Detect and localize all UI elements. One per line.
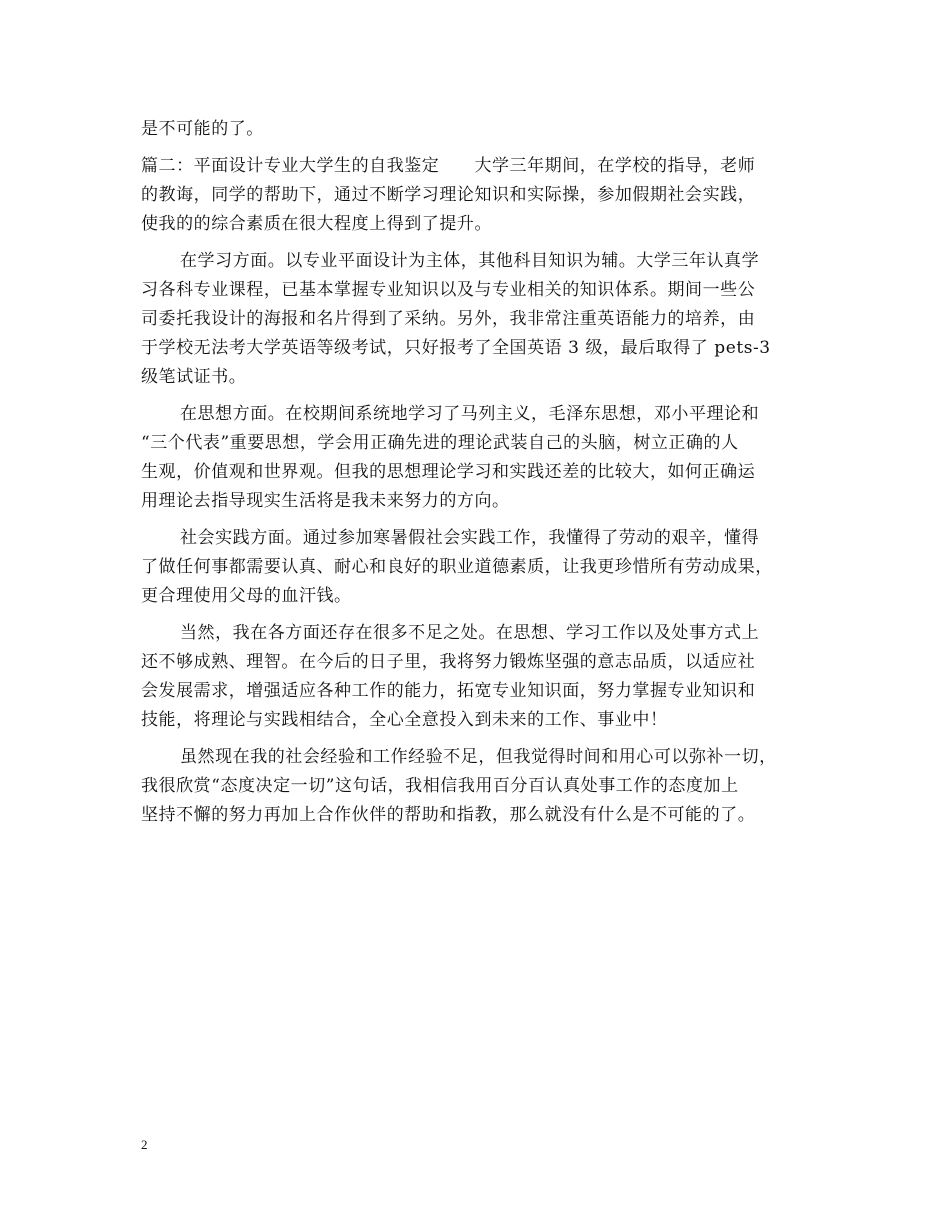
text-line: 在学习方面。以专业平面设计为主体，其他科目知识为辅。大学三年认真学 <box>180 251 760 271</box>
text-line: 是不可能的了。 <box>141 119 264 139</box>
document-body <box>141 115 821 838</box>
text-line: 当然，我在各方面还存在很多不足之处。在思想、学习工作以及处事方式上 <box>180 623 760 643</box>
page-number: 2 <box>141 1137 148 1152</box>
text-line: 更合理使用父母的血汗钱。 <box>141 586 352 606</box>
paragraph-social-practice <box>141 524 821 611</box>
text-line: 生观，价值观和世界观。但我的思想理论学习和实践还差的比较大，如何正确运 <box>141 462 756 482</box>
text-line: 在思想方面。在校期间系统地学习了马列主义，毛泽东思想，邓小平理论和 <box>180 404 760 424</box>
text-line: 坚持不懈的努力再加上合作伙伴的帮助和指教，那么就没有什么是不可能的了。 <box>141 805 756 825</box>
text-line: 的教诲，同学的帮助下，通过不断学习理论知识和实际操，参加假期社会实践， <box>141 185 756 205</box>
text-line: 会发展需求，增强适应各种工作的能力，拓宽专业知识面，努力掌握专业知识和 <box>141 681 756 701</box>
paragraph-ideology <box>141 400 821 516</box>
text-line: “三个代表”重要思想，学会用正确先进的理论武装自己的头脑，树立正确的人 <box>141 433 739 453</box>
text-line: 技能，将理论与实践相结合，全心全意投入到未来的工作、事业中！ <box>141 710 668 730</box>
text-line: 虽然现在我的社会经验和工作经验不足，但我觉得时间和用心可以弥补一切， <box>180 747 777 767</box>
text-line: 级笔试证书。 <box>141 367 247 387</box>
text-line: 还不够成熟、理智。在今后的日子里，我将努力锻炼坚强的意志品质，以适应社 <box>141 652 756 672</box>
text-line: 了做任何事都需要认真、耐心和良好的职业道德素质，让我更珍惜所有劳动成果， <box>141 557 773 577</box>
paragraph-continuation <box>141 115 821 144</box>
text-line: 社会实践方面。通过参加寒暑假社会实践工作，我懂得了劳动的艰辛，懂得 <box>180 528 760 548</box>
paragraph-heading-intro <box>141 152 821 239</box>
paragraph-shortcomings <box>141 619 821 735</box>
text-line: 于学校无法考大学英语等级考试，只好报考了全国英语 3 级，最后取得了 pets-3 <box>141 338 771 358</box>
text-line: 我很欣赏“态度决定一切”这句话，我相信我用百分百认真处事工作的态度加上 <box>141 776 739 796</box>
paragraph-conclusion <box>141 743 821 830</box>
text-line: 用理论去指导现实生活将是我未来努力的方向。 <box>141 491 510 511</box>
text-line: 使我的的综合素质在很大程度上得到了提升。 <box>141 214 492 234</box>
text-line: 篇二：平面设计专业大学生的自我鉴定 大学三年期间，在学校的指导，老师 <box>141 156 756 176</box>
text-line: 习各科专业课程，已基本掌握专业知识以及与专业相关的知识体系。期间一些公 <box>141 280 756 300</box>
text-line: 司委托我设计的海报和名片得到了采纳。另外，我非常注重英语能力的培养，由 <box>141 309 756 329</box>
paragraph-study <box>141 247 821 392</box>
